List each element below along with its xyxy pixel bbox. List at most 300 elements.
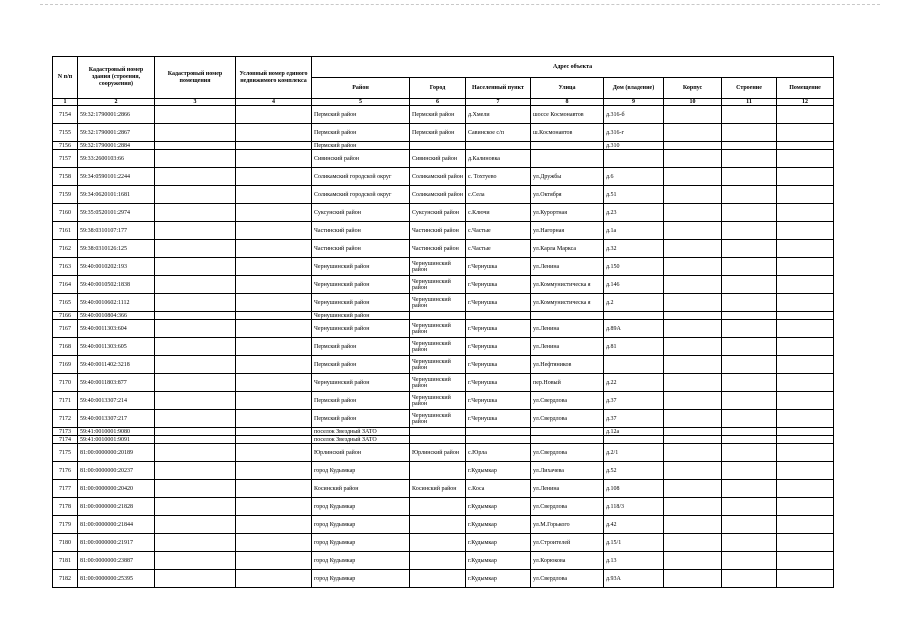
building-cell [722,356,777,374]
premise-cell [777,294,834,312]
city-cell [410,552,466,570]
cad-premise-cell [155,410,236,428]
col-number: 4 [236,99,312,106]
house-cell [604,150,664,168]
district-cell: Юрлинский район [312,444,410,462]
col-number: 8 [531,99,604,106]
table-row [53,374,834,392]
cad-premise-cell [155,320,236,338]
header-premise: Помещение [777,78,834,99]
cad-premise-cell [155,258,236,276]
cad-premise-cell [155,338,236,356]
cad-building-cell: 59:40:0011402:3218 [78,356,155,374]
house-cell: д.310 [604,142,664,150]
cad-building-cell: 59:40:0010502:1838 [78,276,155,294]
cad-premise-cell [155,374,236,392]
row-number: 7159 [53,186,78,204]
cad-building-cell: 59:32:1790001:2867 [78,124,155,142]
row-number: 7163 [53,258,78,276]
street-cell: ул.Нагорная [531,222,604,240]
district-cell: Пермский район [312,410,410,428]
street-cell [531,150,604,168]
col-number: 1 [53,99,78,106]
settlement-cell: г.Чернушка [466,320,531,338]
district-cell: Чернушинский район [312,258,410,276]
cond-num-cell [236,240,312,258]
house-cell: д.150 [604,258,664,276]
table-row [53,410,834,428]
header-house: Дом (владение) [604,78,664,99]
settlement-cell: г.Кудымкар [466,552,531,570]
settlement-cell: г.Чернушка [466,392,531,410]
street-cell [531,312,604,320]
building-cell [722,106,777,124]
corpus-cell [664,374,722,392]
settlement-cell: с. Тохтуево [466,168,531,186]
cond-num-cell [236,338,312,356]
house-cell: д.316-б [604,106,664,124]
row-number: 7167 [53,320,78,338]
house-cell [604,312,664,320]
header-num: N п/п [53,57,78,99]
cad-building-cell: 59:41:0010001:9080 [78,428,155,436]
table-row [53,150,834,168]
house-cell: д.93А [604,570,664,588]
building-cell [722,480,777,498]
corpus-cell [664,222,722,240]
premise-cell [777,240,834,258]
table-row [53,312,834,320]
corpus-cell [664,150,722,168]
row-number: 7172 [53,410,78,428]
settlement-cell: с.Частые [466,240,531,258]
cond-num-cell [236,258,312,276]
col-number: 5 [312,99,410,106]
settlement-cell: с.Юрла [466,444,531,462]
table-row [53,462,834,480]
corpus-cell [664,276,722,294]
premise-cell [777,338,834,356]
cond-num-cell [236,142,312,150]
corpus-cell [664,320,722,338]
settlement-cell: г.Чернушка [466,338,531,356]
house-cell: д.42 [604,516,664,534]
cad-building-cell: 59:38:0310126:125 [78,240,155,258]
district-cell: Пермский район [312,338,410,356]
cad-premise-cell [155,240,236,258]
cond-num-cell [236,320,312,338]
house-cell: д.37 [604,410,664,428]
premise-cell [777,276,834,294]
settlement-cell: г.Чернушка [466,410,531,428]
corpus-cell [664,124,722,142]
premise-cell [777,150,834,168]
table-row [53,320,834,338]
city-cell [410,142,466,150]
house-cell: д.2 [604,294,664,312]
cond-num-cell [236,168,312,186]
col-number: 12 [777,99,834,106]
header-district: Район [312,78,410,99]
settlement-cell [466,142,531,150]
house-cell: д.108 [604,480,664,498]
street-cell: ш.Космонавтов [531,124,604,142]
building-cell [722,462,777,480]
district-cell: Суксунский район [312,204,410,222]
street-cell: ул.Курортная [531,204,604,222]
cad-building-cell: 81:00:0000000:21844 [78,516,155,534]
cad-premise-cell [155,444,236,462]
corpus-cell [664,312,722,320]
street-cell: ул.Дружбы [531,168,604,186]
street-cell: ул.Коммунистическа я [531,294,604,312]
district-cell: Пермский район [312,142,410,150]
city-cell: Пермский район [410,106,466,124]
row-number: 7164 [53,276,78,294]
cond-num-cell [236,392,312,410]
corpus-cell [664,534,722,552]
premise-cell [777,570,834,588]
district-cell: Чернушинский район [312,374,410,392]
city-cell: Суксунский район [410,204,466,222]
premise-cell [777,516,834,534]
cond-num-cell [236,462,312,480]
row-number: 7165 [53,294,78,312]
cond-num-cell [236,534,312,552]
corpus-cell [664,240,722,258]
corpus-cell [664,428,722,436]
city-cell: Чернушинский район [410,258,466,276]
street-cell: ул.Карла Маркса [531,240,604,258]
city-cell: Соликамский район [410,168,466,186]
cad-building-cell: 59:40:0011303:605 [78,338,155,356]
premise-cell [777,124,834,142]
table-row [53,338,834,356]
building-cell [722,186,777,204]
corpus-cell [664,410,722,428]
table-row [53,356,834,374]
cond-num-cell [236,436,312,444]
header-cad-premise: Кадастровый номер помещения [155,57,236,99]
district-cell: Сивинский район [312,150,410,168]
corpus-cell [664,498,722,516]
header-corpus: Корпус [664,78,722,99]
property-register-table [52,56,834,588]
cond-num-cell [236,444,312,462]
building-cell [722,444,777,462]
cad-building-cell: 59:40:0011803:877 [78,374,155,392]
building-cell [722,534,777,552]
house-cell: д.22 [604,374,664,392]
col-number: 3 [155,99,236,106]
city-cell: Косинский район [410,480,466,498]
settlement-cell [466,436,531,444]
table-row [53,240,834,258]
table-row [53,258,834,276]
district-cell: город Кудымкар [312,570,410,588]
premise-cell [777,410,834,428]
row-number: 7173 [53,428,78,436]
house-cell: д.81 [604,338,664,356]
cond-num-cell [236,570,312,588]
cad-premise-cell [155,150,236,168]
cad-building-cell: 81:00:0000000:20189 [78,444,155,462]
building-cell [722,258,777,276]
cond-num-cell [236,276,312,294]
house-cell: д.23 [604,204,664,222]
district-cell: Пермский район [312,356,410,374]
house-cell: д.32 [604,240,664,258]
corpus-cell [664,570,722,588]
settlement-cell: г.Кудымкар [466,570,531,588]
premise-cell [777,106,834,124]
street-cell: ул.Нефтяников [531,356,604,374]
table-row [53,552,834,570]
settlement-cell: с.Частые [466,222,531,240]
row-number: 7160 [53,204,78,222]
premise-cell [777,436,834,444]
table-row [53,444,834,462]
table-row [53,498,834,516]
corpus-cell [664,356,722,374]
street-cell: ул.Свердлова [531,444,604,462]
cond-num-cell [236,204,312,222]
building-cell [722,516,777,534]
city-cell: Юрлинский район [410,444,466,462]
row-number: 7157 [53,150,78,168]
corpus-cell [664,258,722,276]
header-street: Улица [531,78,604,99]
table-row [53,106,834,124]
district-cell: город Кудымкар [312,552,410,570]
table-row [53,222,834,240]
house-cell: д.12а [604,428,664,436]
street-cell: ул.Коммунистическа я [531,276,604,294]
district-cell: Соликамский городской округ [312,168,410,186]
premise-cell [777,186,834,204]
row-number: 7158 [53,168,78,186]
settlement-cell: с.Села [466,186,531,204]
settlement-cell: г.Кудымкар [466,534,531,552]
settlement-cell: г.Чернушка [466,356,531,374]
row-number: 7155 [53,124,78,142]
city-cell [410,570,466,588]
house-cell: д.37 [604,392,664,410]
city-cell: Чернушинский район [410,320,466,338]
row-number: 7170 [53,374,78,392]
settlement-cell: г.Чернушка [466,374,531,392]
cad-building-cell: 59:32:1790001:2866 [78,106,155,124]
district-cell: Частинский район [312,222,410,240]
building-cell [722,552,777,570]
table-row [53,534,834,552]
corpus-cell [664,106,722,124]
cad-building-cell: 59:40:0013307:214 [78,392,155,410]
premise-cell [777,462,834,480]
city-cell [410,498,466,516]
column-number-row [53,99,834,106]
header-address-group: Адрес объекта [312,57,834,78]
premise-cell [777,204,834,222]
col-number: 9 [604,99,664,106]
house-cell: д.15/1 [604,534,664,552]
row-number: 7177 [53,480,78,498]
cad-premise-cell [155,222,236,240]
table-row [53,480,834,498]
settlement-cell: с.Ключи [466,204,531,222]
house-cell: д.118/3 [604,498,664,516]
col-number: 2 [78,99,155,106]
settlement-cell: г.Чернушка [466,258,531,276]
cad-premise-cell [155,124,236,142]
cad-premise-cell [155,294,236,312]
building-cell [722,168,777,186]
settlement-cell: с.Коса [466,480,531,498]
cond-num-cell [236,410,312,428]
city-cell: Частинский район [410,222,466,240]
settlement-cell: г.Кудымкар [466,498,531,516]
cond-num-cell [236,480,312,498]
house-cell [604,436,664,444]
district-cell: Пермский район [312,106,410,124]
house-cell: д.2/1 [604,444,664,462]
row-number: 7171 [53,392,78,410]
district-cell: Частинский район [312,240,410,258]
city-cell [410,534,466,552]
header-cad-building: Кадастровый номер здания (строения, сооружения) [78,57,155,99]
street-cell: ул.Ленина [531,258,604,276]
settlement-cell: г.Чернушка [466,276,531,294]
premise-cell [777,142,834,150]
cond-num-cell [236,186,312,204]
col-number: 6 [410,99,466,106]
house-cell: д.146 [604,276,664,294]
street-cell: ул.Лихачева [531,462,604,480]
cad-building-cell: 59:34:0620101:1681 [78,186,155,204]
cad-premise-cell [155,312,236,320]
cad-premise-cell [155,186,236,204]
cad-premise-cell [155,168,236,186]
building-cell [722,410,777,428]
settlement-cell: Савинское с/п [466,124,531,142]
corpus-cell [664,142,722,150]
col-number: 10 [664,99,722,106]
district-cell: Чернушинский район [312,312,410,320]
cond-num-cell [236,428,312,436]
table-row [53,186,834,204]
district-cell: Косинский район [312,480,410,498]
row-number: 7176 [53,462,78,480]
district-cell: Чернушинский район [312,294,410,312]
cad-building-cell: 81:00:0000000:20420 [78,480,155,498]
cad-building-cell: 81:00:0000000:20237 [78,462,155,480]
house-cell: д.89А [604,320,664,338]
cad-building-cell: 59:40:0010602:1112 [78,294,155,312]
house-cell: д.316-г [604,124,664,142]
cond-num-cell [236,124,312,142]
building-cell [722,240,777,258]
scan-top-edge [40,4,880,5]
district-cell: город Кудымкар [312,498,410,516]
city-cell [410,312,466,320]
house-cell: д.6 [604,168,664,186]
cond-num-cell [236,150,312,168]
cad-building-cell: 59:40:0010202:193 [78,258,155,276]
cad-building-cell: 81:00:0000000:21828 [78,498,155,516]
street-cell: ул.Свердлова [531,498,604,516]
corpus-cell [664,338,722,356]
table-row [53,294,834,312]
city-cell: Чернушинский район [410,392,466,410]
cond-num-cell [236,294,312,312]
corpus-cell [664,462,722,480]
cad-premise-cell [155,392,236,410]
district-cell: Пермский район [312,124,410,142]
city-cell [410,462,466,480]
cond-num-cell [236,516,312,534]
corpus-cell [664,436,722,444]
cond-num-cell [236,374,312,392]
city-cell: Частинский район [410,240,466,258]
cond-num-cell [236,106,312,124]
row-number: 7178 [53,498,78,516]
corpus-cell [664,516,722,534]
building-cell [722,338,777,356]
settlement-cell [466,312,531,320]
corpus-cell [664,480,722,498]
street-cell: ул.М.Горького [531,516,604,534]
building-cell [722,498,777,516]
cad-premise-cell [155,480,236,498]
cad-building-cell: 81:00:0000000:25395 [78,570,155,588]
col-number: 11 [722,99,777,106]
premise-cell [777,258,834,276]
district-cell: Чернушинский район [312,320,410,338]
premise-cell [777,480,834,498]
cad-premise-cell [155,428,236,436]
cad-building-cell: 59:34:0590101:2244 [78,168,155,186]
corpus-cell [664,552,722,570]
row-number: 7180 [53,534,78,552]
premise-cell [777,222,834,240]
row-number: 7181 [53,552,78,570]
street-cell: шоссе Космонавтов [531,106,604,124]
header-cond-num: Условный номер единого недвижимого комплекса [236,57,312,99]
table-body [53,106,834,588]
premise-cell [777,552,834,570]
cond-num-cell [236,312,312,320]
header-building: Строение [722,78,777,99]
cad-premise-cell [155,570,236,588]
table-row [53,142,834,150]
settlement-cell: д.Калиновка [466,150,531,168]
street-cell: ул.Свердлова [531,392,604,410]
row-number: 7169 [53,356,78,374]
table-row [53,436,834,444]
cad-building-cell: 59:41:0010001:9091 [78,436,155,444]
house-cell: д.1а [604,222,664,240]
building-cell [722,276,777,294]
city-cell: Соликамский район [410,186,466,204]
city-cell: Пермский район [410,124,466,142]
premise-cell [777,498,834,516]
cad-premise-cell [155,356,236,374]
header-city: Город [410,78,466,99]
cad-premise-cell [155,436,236,444]
cad-premise-cell [155,552,236,570]
table-row [53,516,834,534]
table-row [53,124,834,142]
